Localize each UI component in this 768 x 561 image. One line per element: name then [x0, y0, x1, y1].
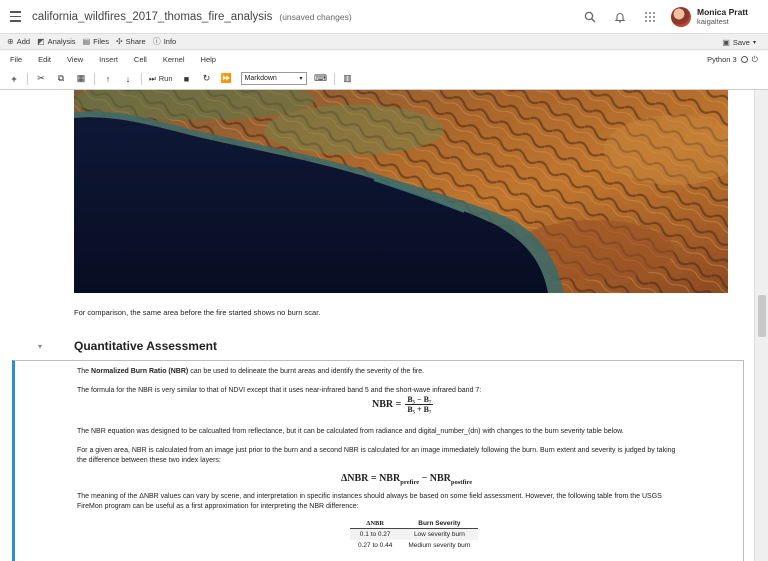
chart-icon[interactable]: ▥ — [343, 73, 352, 83]
files-button[interactable] — [83, 37, 109, 46]
notebook-header — [0, 0, 768, 34]
nbr-intro — [77, 367, 424, 377]
nbr-term: Normalized Burn Ratio (NBR) — [91, 368, 189, 375]
dnbr-equation — [341, 473, 472, 486]
dnbr-description-line1: For a given area, NBR is calculated from an image just prior to the burn and a second NBR is calculated for an image immediately following the burn. Burn extent and severity is judged by taking — [77, 447, 676, 454]
add-circle-icon: ⊕ — [7, 37, 14, 46]
run-label: Run — [158, 74, 173, 83]
hamburger-icon[interactable] — [0, 0, 30, 34]
info-button[interactable] — [153, 36, 177, 47]
scrollbar[interactable] — [754, 90, 768, 561]
table-cell: 0.1 to 0.27 — [350, 529, 400, 541]
menu-file[interactable]: File — [10, 55, 23, 64]
kernel-status-icon — [741, 56, 748, 63]
notebook-toolbar — [0, 68, 768, 90]
files-icon: ▤ — [82, 37, 91, 46]
analysis-icon: ◩ — [37, 37, 45, 46]
table-row — [350, 529, 478, 541]
menu-insert[interactable]: Insert — [99, 55, 118, 64]
nbr-equation-lhs: NBR = — [372, 399, 402, 410]
dnbr-prefire: prefire — [400, 479, 420, 486]
dnbr-postfire: postfire — [450, 479, 473, 486]
kernel-indicator[interactable] — [707, 51, 758, 68]
chevron-down-icon: ▾ — [299, 76, 303, 82]
analysis-label: Analysis — [47, 37, 76, 46]
share-label: Share — [125, 37, 146, 46]
paste-icon[interactable]: ▦ — [76, 73, 86, 83]
user-id: kaigaltest — [696, 16, 729, 26]
nbr-intro-prefix: The — [77, 368, 92, 375]
analysis-button[interactable] — [37, 37, 76, 46]
image-caption: For comparison, the same area before the fire started shows no burn scar. — [74, 308, 321, 317]
apps-grid-icon[interactable] — [635, 0, 665, 34]
power-icon[interactable]: ⏻ — [751, 54, 758, 64]
nbr-intro-suffix: can be used to delineate the burnt areas and identify the severity of the fire. — [188, 368, 425, 375]
info-icon: ⓘ — [152, 37, 161, 46]
dnbr-description-line2: the difference between these two index layers: — [77, 457, 221, 464]
avatar[interactable] — [671, 7, 691, 27]
user-menu[interactable] — [697, 8, 748, 26]
table-row — [350, 540, 478, 551]
menu-view[interactable]: View — [67, 55, 84, 64]
copy-icon[interactable]: ⧉ — [57, 73, 65, 83]
cut-icon[interactable]: ✂ — [37, 73, 45, 83]
nbr-numerator: B₅ − B₇ — [407, 395, 432, 404]
notebook-title[interactable]: california_wildfires_2017_thomas_fire_analysis — [32, 10, 273, 23]
chevron-down-icon: ▾ — [752, 39, 756, 46]
menu-cell[interactable]: Cell — [133, 55, 147, 64]
section-heading: Quantitative Assessment — [74, 339, 217, 353]
move-up-icon[interactable]: ↑ — [105, 73, 111, 84]
menu-edit[interactable]: Edit — [38, 55, 52, 64]
collapse-section-icon[interactable]: ▾ — [38, 342, 43, 351]
table-cell: 0.27 to 0.44 — [358, 542, 393, 549]
interpretation-line2: FireMon program can be useful as a first approximation for interpreting the NBR difference: — [77, 503, 359, 510]
bell-icon[interactable] — [605, 0, 635, 34]
scrollbar-thumb[interactable] — [758, 295, 766, 337]
add-button[interactable] — [7, 37, 30, 46]
satellite-image — [74, 90, 728, 293]
save-label: Save — [732, 37, 750, 47]
cell-type-value: Markdown — [244, 75, 277, 82]
dnbr-minus: − NBR — [419, 473, 451, 484]
markdown-cell[interactable] — [12, 360, 744, 561]
nbr-denominator: B₅ + B₇ — [407, 405, 432, 414]
fast-forward-icon[interactable]: ⏩ — [220, 73, 233, 83]
files-label: Files — [93, 37, 109, 46]
add-label: Add — [16, 37, 31, 46]
nbr-fraction — [405, 395, 433, 414]
cell-type-select[interactable] — [241, 72, 307, 85]
run-icon: ⏭ — [149, 73, 156, 83]
toolbar-divider — [334, 73, 335, 85]
column-header-severity: Burn Severity — [400, 519, 478, 529]
dnbr-lhs: ΔNBR = NBR — [341, 473, 401, 484]
add-icon[interactable]: + — [11, 73, 17, 84]
formula-description: The formula for the NBR is very similar to that of NDVI except that it uses near-infrared band 5 and the short-wave infrared band 7: — [77, 387, 482, 394]
table-cell: Medium severity burn — [408, 542, 471, 549]
menu-kernel[interactable]: Kernel — [162, 55, 185, 64]
toolbar-divider — [141, 73, 142, 85]
save-button[interactable] — [722, 34, 756, 50]
table-cell: Low severity burn — [400, 529, 478, 541]
save-icon: ▣ — [722, 37, 730, 47]
stop-icon[interactable]: ■ — [183, 73, 190, 84]
menu-bar — [0, 51, 768, 68]
share-button[interactable] — [116, 37, 146, 46]
share-icon: ✣ — [115, 37, 123, 46]
interpretation-line1: The meaning of the ΔNBR values can vary by scene, and interpretation in specific instances should always be based on some field assessment. However, the following table from the USGS — [77, 493, 662, 500]
toolbar-divider — [94, 73, 95, 85]
run-button[interactable] — [145, 70, 177, 88]
save-status: (unsaved changes) — [279, 11, 352, 22]
burn-severity-table — [350, 519, 478, 551]
action-bar — [0, 34, 768, 50]
kernel-name: Python 3 — [707, 55, 737, 64]
column-header-dnbr: ΔNBR — [350, 519, 400, 529]
restart-icon[interactable]: ↻ — [202, 73, 211, 83]
header-right — [575, 0, 768, 34]
search-icon[interactable] — [575, 0, 605, 34]
keyboard-icon[interactable]: ⌨ — [314, 73, 328, 83]
menu-help[interactable]: Help — [200, 55, 216, 64]
toolbar-divider — [27, 73, 28, 85]
move-down-icon[interactable]: ↓ — [125, 73, 131, 84]
nbr-equation — [372, 395, 433, 414]
reflectance-note: The NBR equation was designed to be calcualted from reflectance, but it can be calculated from radiance and digital_number_(dn) with changes to the burn severity table below. — [77, 428, 624, 435]
info-label: Info — [163, 37, 177, 46]
table-header-row — [350, 519, 478, 529]
user-name: Monica Pratt — [696, 6, 748, 17]
notebook-content — [0, 90, 768, 561]
